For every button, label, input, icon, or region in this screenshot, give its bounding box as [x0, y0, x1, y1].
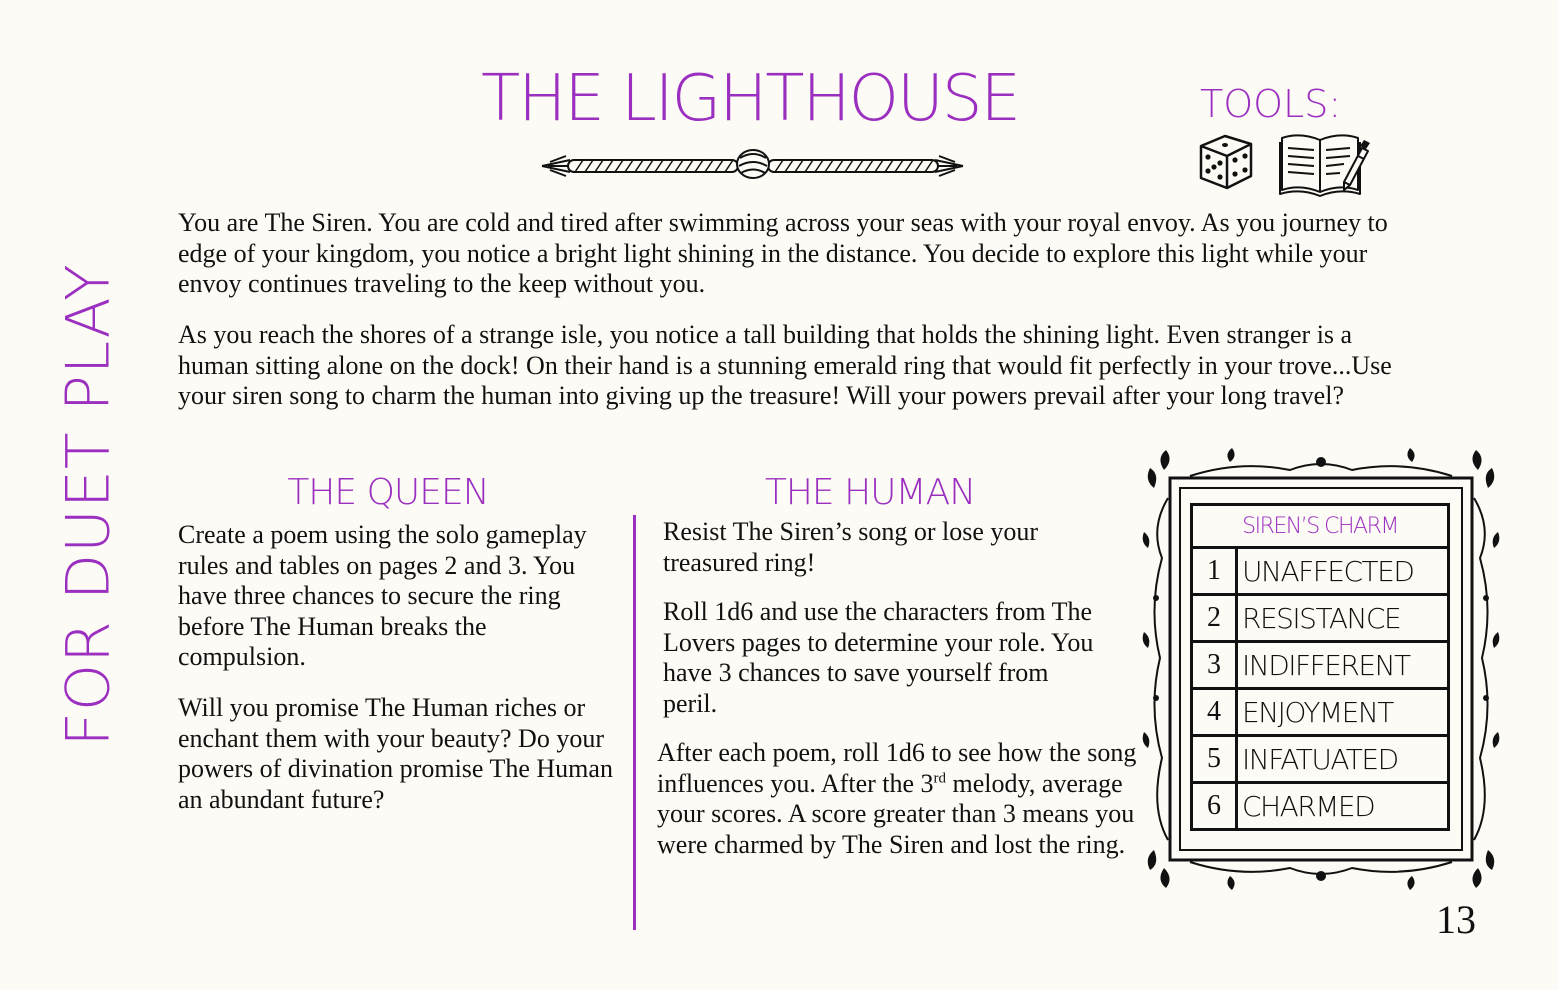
- table-row: [1192, 548, 1449, 595]
- row-label: INDIFFERENT: [1237, 642, 1449, 689]
- table-row: [1192, 689, 1449, 736]
- human-paragraph-3: [657, 738, 1137, 860]
- journal-pen-icon: [1278, 130, 1370, 200]
- intro-paragraph-1: You are The Siren. You are cold and tired after swimming across your seas with your royal envoy. As you journey to edge of your kingdom, you notice a bright light shining in the distance. You decide to explore this light while your envoy continues traveling to the keep without you.: [178, 208, 1388, 298]
- intro-paragraph-2: As you reach the shores of a strange isle, you notice a tall building that holds the shining light. Even stranger is a human sitting alone on the dock! On their hand is a stunning emerald ring that would fit perfectly in your trove...Use your siren song to charm the human into giving up the treasure! Will your powers prevail after your long travel?: [178, 320, 1392, 410]
- table-row: [1192, 783, 1449, 830]
- human-p3-text-a: After each poem, roll 1d6 to see how the song influences you. After the 3: [657, 738, 1137, 798]
- row-number: 4: [1192, 689, 1237, 736]
- table-row: [1192, 595, 1449, 642]
- page-number: 13: [1436, 897, 1476, 942]
- row-label: CHARMED: [1237, 783, 1449, 830]
- page-title: THE LIGHTHOUSE: [481, 62, 1019, 136]
- human-paragraph-1: Resist The Siren’s song or lose your treasured ring!: [663, 517, 1039, 577]
- row-number: 5: [1192, 736, 1237, 783]
- human-p3-superscript: rd: [933, 769, 947, 786]
- row-label: UNAFFECTED: [1237, 548, 1449, 595]
- row-number: 6: [1192, 783, 1237, 830]
- row-label: INFATUATED: [1237, 736, 1449, 783]
- table-row: [1192, 642, 1449, 689]
- sirens-charm-table: [1190, 503, 1450, 831]
- side-label-text: FOR DUET PLAY: [54, 263, 124, 747]
- human-p3-text-b: melody, average your scores. A score greater than 3 means you were charmed by The Siren and lost the ring.: [657, 768, 1135, 859]
- row-number: 3: [1192, 642, 1237, 689]
- row-label: ENJOYMENT: [1237, 689, 1449, 736]
- row-number: 2: [1192, 595, 1237, 642]
- human-paragraph-2: Roll 1d6 and use the characters from The Lovers pages to determine your role. You have 3 chances to save yourself from peril.: [663, 597, 1094, 718]
- human-heading: THE HUMAN: [764, 472, 976, 513]
- row-number: 1: [1192, 548, 1237, 595]
- column-divider: [633, 515, 636, 930]
- queen-heading: THE QUEEN: [287, 472, 489, 513]
- tools-label: TOOLS:: [1200, 82, 1342, 126]
- row-label: RESISTANCE: [1237, 595, 1449, 642]
- side-label: [54, 245, 124, 765]
- table-row: [1192, 736, 1449, 783]
- rope-divider-icon: [540, 144, 965, 186]
- queen-paragraph-1: Create a poem using the solo gameplay rules and tables on pages 2 and 3. You have three chances to secure the ring before The Human breaks the compulsion.: [178, 520, 587, 671]
- dice-icon: [1195, 130, 1257, 192]
- table-title: SIREN’S CHARM: [1192, 505, 1449, 548]
- queen-paragraph-2: Will you promise The Human riches or enchant them with your beauty? Do your powers of divination promise The Human an abundant future?: [178, 693, 613, 814]
